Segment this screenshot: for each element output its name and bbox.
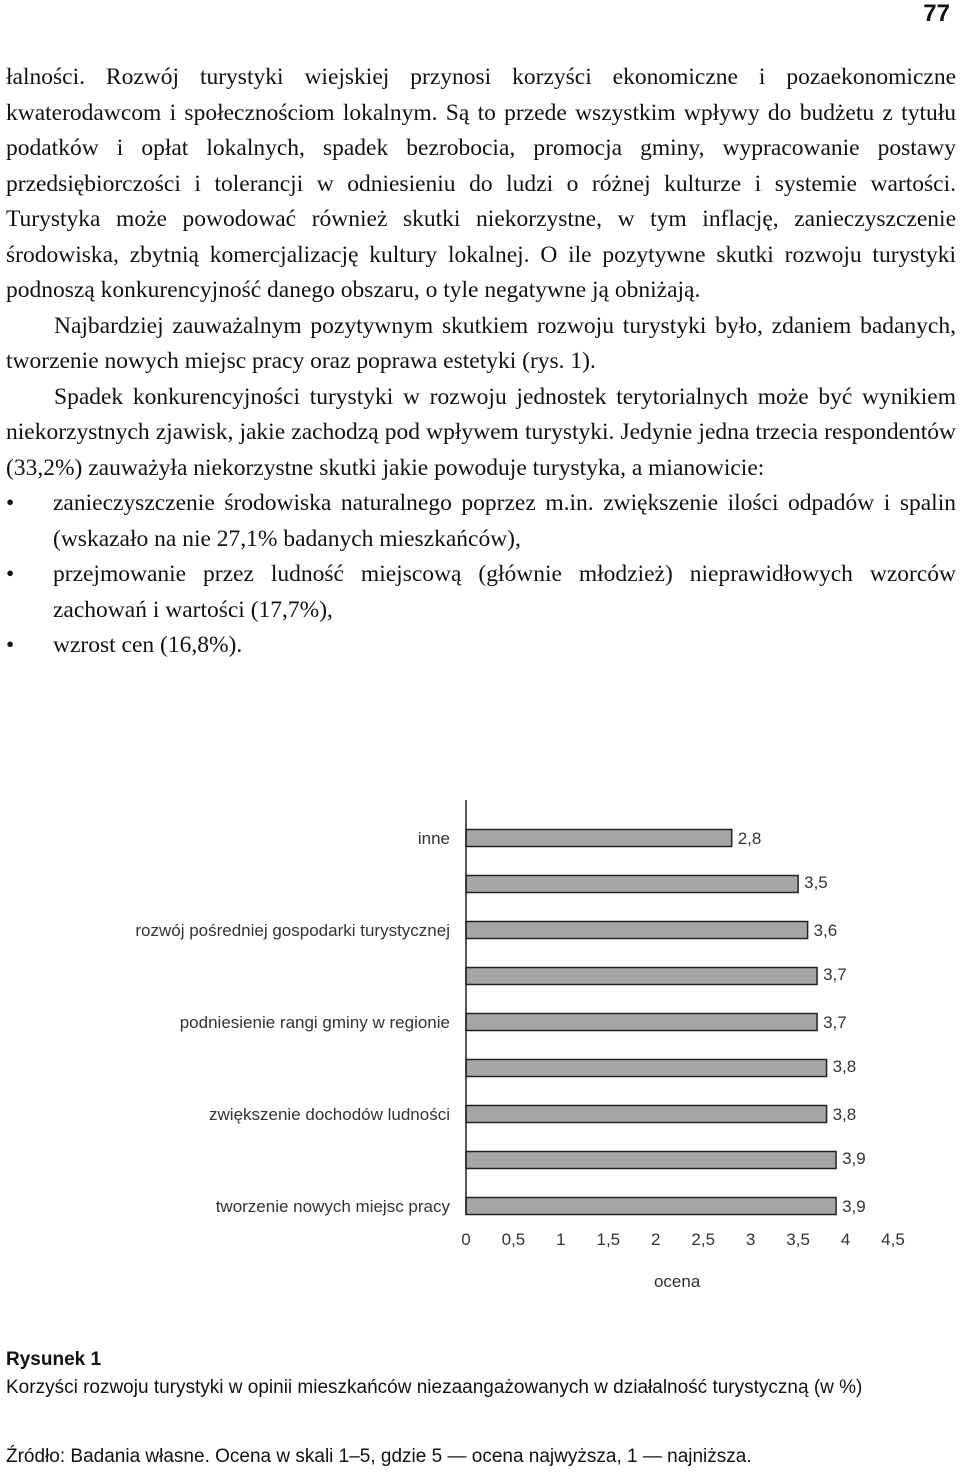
x-tick-label: 2,5 (691, 1230, 716, 1249)
category-label: rozwój pośredniej gospodarki turystycznej (135, 921, 450, 940)
paragraph-3: Spadek konkurencyjności turystyki w rozwoju jednostek terytorialnych może być wynikiem niekorzystnych zjawisk, jakie zachodzą pod wpływem turystyki. Jedynie jedna trzecia respondentów (33,2%) zauważyła niekorzystne skutki jakie powoduje turystyka, a mianowicie: (6, 383, 956, 481)
bar-value-label: 3,9 (842, 1149, 866, 1168)
bar-chart (0, 800, 960, 1330)
bullet-item: • przejmowanie przez ludność miejscową (głównie młodzież) nieprawidłowych wzorców zachowań i wartości (17,7%), (6, 557, 956, 628)
chart-bar (466, 1198, 836, 1215)
bullet-item: • zanieczyszczenie środowiska naturalnego poprzez m.in. zwiększenie ilości odpadów i spalin (wskazało na nie 27,1% badanych mieszkańców), (6, 486, 956, 557)
x-tick-label: 0 (461, 1230, 471, 1249)
page-number: 77 (923, 0, 950, 27)
bar-value-label: 2,8 (737, 829, 762, 848)
x-tick-label: 4 (840, 1230, 851, 1249)
x-tick-label: 1 (556, 1230, 566, 1249)
bar-value-label: 3,8 (832, 1057, 857, 1076)
bar-value-label: 3,7 (823, 1013, 847, 1032)
x-tick-label: 2 (651, 1230, 661, 1249)
bar-value-label: 3,5 (804, 873, 828, 892)
bullet-item: • wzrost cen (16,8%). (6, 628, 956, 664)
chart-bar (466, 1060, 827, 1077)
category-label: podniesienie rangi gminy w regionie (179, 1013, 450, 1032)
bar-value-label: 3,6 (813, 921, 838, 940)
x-axis-title: ocena (653, 1272, 701, 1291)
figure-caption: Korzyści rozwoju turystyki w opinii mieszkańców niezaangażowanych w działalność turystyczną (w %) (6, 1377, 863, 1398)
category-label: inne (417, 829, 450, 848)
x-tick-label: 3 (745, 1230, 756, 1249)
x-tick-label: 0,5 (501, 1230, 526, 1249)
x-tick-label: 3,5 (786, 1230, 810, 1249)
category-label: tworzenie nowych miejsc pracy (215, 1197, 450, 1216)
chart-bar (466, 830, 732, 847)
paragraph-2: Najbardziej zauważalnym pozytywnym skutkiem rozwoju turystyki było, zdaniem badanych, tworzenie nowych miejsc pracy oraz poprawa estetyki (rys. 1). (6, 312, 956, 374)
body-text (6, 60, 956, 664)
chart-bar (466, 1152, 836, 1169)
figure-title: Rysunek 1 (6, 1349, 102, 1370)
bullet-list (6, 486, 956, 664)
chart-bar (466, 1106, 827, 1123)
bar-value-label: 3,8 (832, 1105, 857, 1124)
chart-bar (466, 1014, 817, 1031)
bar-value-label: 3,9 (842, 1197, 866, 1216)
chart-bar (466, 876, 798, 893)
chart-bar (466, 968, 817, 985)
figure-source: Źródło: Badania własne. Ocena w skali 1–5, gdzie 5 — ocena najwyższa, 1 — najniższa. (6, 1446, 752, 1467)
bar-value-label: 3,7 (823, 965, 847, 984)
x-tick-label: 4,5 (881, 1230, 905, 1249)
category-label: zwiększenie dochodów ludności (209, 1105, 450, 1124)
paragraph-1: łalności. Rozwój turystyki wiejskiej przynosi korzyści ekonomiczne i pozaekonomiczne kwaterodawcom i społecznościom lokalnym. Są to przede wszystkim wpływy do budżetu z tytułu podatków i opłat lokalnych, spadek bezrobocia, promocja gminy, wypracowanie postawy przedsiębiorczości i tolerancji w odniesieniu do ludzi o różnej kulturze i systemie wartości. Turystyka może powodować również skutki niekorzystne, w tym inflację, zanieczyszczenie środowiska, zbytnią komercjalizację kultury lokalnej. O ile pozytywne skutki rozwoju turystyki podnoszą konkurencyjność danego obszaru, o tyle negatywne ją obniżają. (6, 64, 956, 303)
x-tick-label: 1,5 (596, 1230, 621, 1249)
chart-bar (466, 922, 808, 939)
